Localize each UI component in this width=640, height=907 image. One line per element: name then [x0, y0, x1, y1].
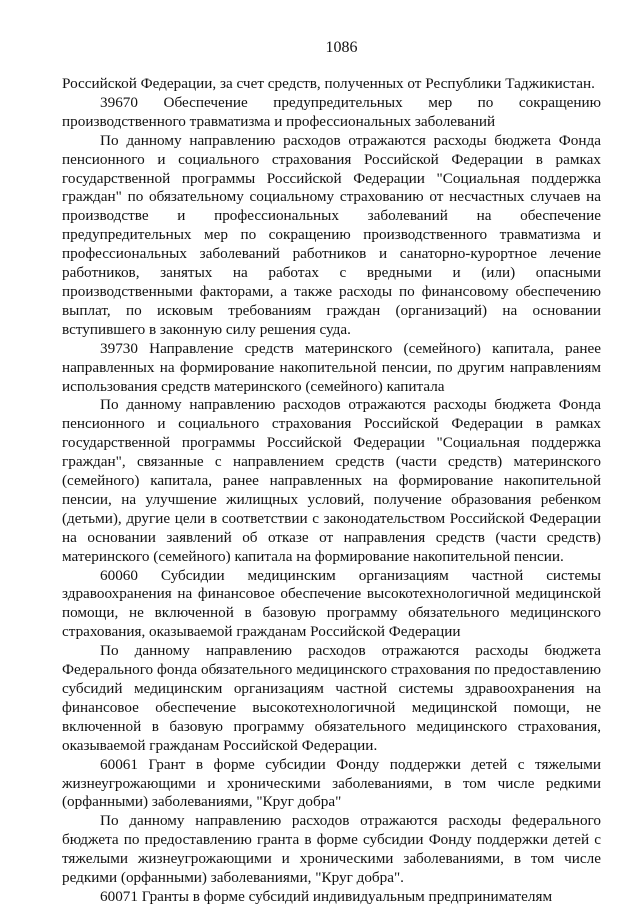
paragraph-39670-description: По данному направлению расходов отражаются расходы бюджета Фонда пенсионного и социального страхования Российской Федерации в рамках государственной программы Российской Федерации "Социальная поддержка граждан" по обязательному социальному страхованию от несчастных случаев на производстве и профессиональных заболеваний на обеспечение предупредительных мер по сокращению производственного травматизма и профессиональных заболеваний работников и санаторно-курортное лечение работников, занятых на работах с вредными и (или) опасными производственными факторами, а также расходы по финансовому обеспечению выплат, по исковым требованиям граждан (организаций) на основании вступившего в законную силу решения суда.	[62, 131, 601, 338]
paragraph-60060-description: По данному направлению расходов отражаются расходы бюджета Федерального фонда обязательного медицинского страхования по предоставлению субсидий медицинским организациям частной системы здравоохранения на финансовое обеспечение высокотехнологичной медицинской помощи, не включенной в базовую программу обязательного медицинского страхования, оказываемой гражданам Российской Федерации.	[62, 642, 601, 754]
page-number: 1086	[325, 39, 358, 56]
section-heading-60060: 60060 Субсидии медицинским организациям частной системы здравоохранения на финансовое обеспечение высокотехнологичной медицинской помощи, не включенной в базовую программу обязательного медицинского страхования, оказываемой гражданам Российской Федерации	[62, 566, 601, 641]
section-heading-60061: 60061 Грант в форме субсидии Фонду поддержки детей с тяжелыми жизнеугрожающими и хроническими заболеваниями, в том числе редкими (орфанными) заболеваниями, "Круг добра"	[62, 755, 601, 811]
paragraph-60061-description: По данному направлению расходов отражаются расходы федерального бюджета по предоставлению гранта в форме субсидии Фонду поддержки детей с тяжелыми жизнеугрожающими и хроническими заболеваниями, в том числе редкими (орфанными) заболеваниями, "Круг добра".	[62, 812, 601, 887]
section-heading-60071: 60071 Гранты в форме субсидий индивидуальным предпринимателям	[100, 887, 553, 905]
paragraph-continuation: Российской Федерации, за счет средств, полученных от Республики Таджикистан.	[62, 75, 595, 92]
paragraph-39730-description: По данному направлению расходов отражаются расходы бюджета Фонда пенсионного и социального страхования Российской Федерации в рамках государственной программы Российской Федерации "Социальная поддержка граждан", связанные с направлением средств (части средств) материнского (семейного) капитала, ранее направленных на формирование накопительной пенсии, на улучшение жилищных условий, получение образования ребенком (детьми), другие цели в соответствии с законодательством Российской Федерации на основании заявлений об отказе от направления средств (части средств) материнского (семейного) капитала на формирование накопительной пенсии.	[62, 396, 601, 565]
section-heading-39670: 39670 Обеспечение предупредительных мер по сокращению производственного травматизма и профессиональных заболеваний	[62, 93, 601, 130]
section-heading-39730: 39730 Направление средств материнского (семейного) капитала, ранее направленных на формирование накопительной пенсии, по другим направлениям использования средств материнского (семейного) капитала	[62, 339, 601, 395]
